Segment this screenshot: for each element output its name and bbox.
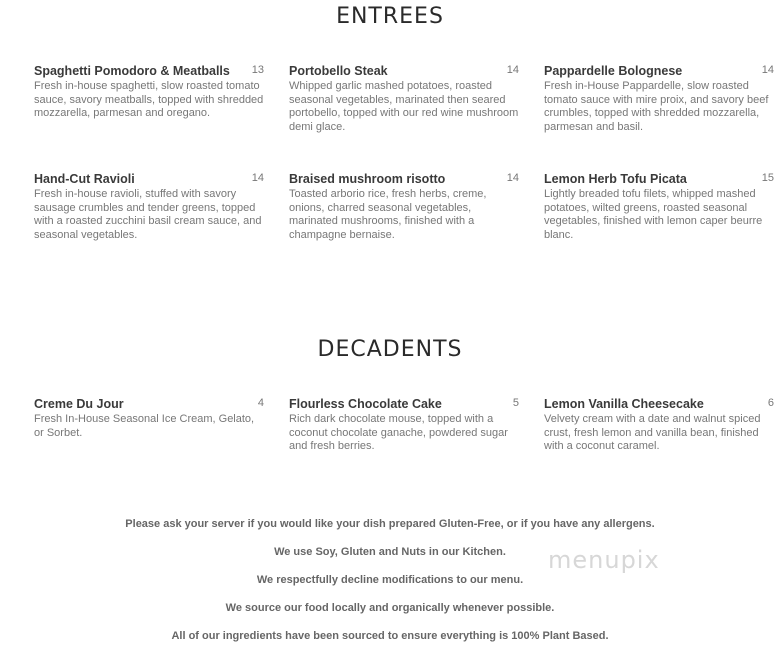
item-price: 5	[512, 397, 519, 409]
item-name: Flourless Chocolate Cake	[289, 397, 442, 411]
note-allergens: We use Soy, Gluten and Nuts in our Kitchen.	[274, 546, 506, 558]
item-name: Pappardelle Bolognese	[544, 64, 683, 78]
item-description: Lightly breaded tofu filets, whipped mashed potatoes, wilted greens, roasted seasonal vegetables, finished with lemon caper beurre blanc.	[544, 188, 763, 242]
decadents-title: DECADENTS	[317, 337, 463, 362]
item-price: 13	[251, 64, 264, 76]
item-description: Fresh in-house spaghetti, slow roasted tomato sauce, savory meatballs, topped with shredded mozzarella, parmesan and oregano.	[34, 80, 264, 120]
menu-item	[34, 397, 264, 440]
menu-item	[289, 64, 519, 135]
item-description: Velvety cream with a date and walnut spiced crust, fresh lemon and vanilla bean, finished with a coconut caramel.	[544, 413, 761, 453]
item-name: Lemon Vanilla Cheesecake	[544, 397, 704, 411]
item-description: Whipped garlic mashed potatoes, roasted seasonal vegetables, marinated then seared portobello, topped with our red wine mushroom demi glace.	[289, 80, 519, 134]
item-name: Spaghetti Pomodoro & Meatballs	[34, 64, 230, 78]
item-description: Rich dark chocolate mouse, topped with a coconut chocolate ganache, powdered sugar and fresh berries.	[289, 413, 508, 453]
item-price: 14	[251, 172, 264, 184]
item-price: 14	[761, 64, 774, 76]
item-description: Fresh in-House Pappardelle, slow roasted tomato sauce with mire proix, and savory beef crumbles, topped with shredded mozzarella, parmesan and basil.	[544, 80, 769, 134]
menu-item	[544, 397, 774, 454]
item-name: Lemon Herb Tofu Picata	[544, 172, 687, 186]
item-price: 14	[506, 172, 519, 184]
item-price: 6	[767, 397, 774, 409]
item-price: 14	[506, 64, 519, 76]
item-name: Portobello Steak	[289, 64, 388, 78]
menu-item	[544, 172, 774, 243]
note-plant-based: All of our ingredients have been sourced to ensure everything is 100% Plant Based.	[171, 630, 609, 642]
menu-item	[289, 397, 519, 454]
item-name: Hand-Cut Ravioli	[34, 172, 135, 186]
menu-notes	[0, 510, 780, 650]
watermark-logo: menupix	[548, 546, 660, 574]
item-price: 4	[257, 397, 264, 409]
item-price: 15	[761, 172, 774, 184]
note-modifications: We respectfully decline modifications to our menu.	[256, 574, 524, 586]
menu-item	[34, 64, 264, 121]
menu-item	[289, 172, 519, 243]
note-sourcing: We source our food locally and organically whenever possible.	[225, 602, 555, 614]
item-description: Fresh In-House Seasonal Ice Cream, Gelato, or Sorbet.	[34, 413, 255, 439]
note-gluten-free: Please ask your server if you would like your dish prepared Gluten-Free, or if you have any allergens.	[125, 518, 655, 530]
item-description: Fresh in-house ravioli, stuffed with savory sausage crumbles and tender greens, topped with a roasted zucchini basil cream sauce, and seasonal vegetables.	[34, 188, 262, 242]
item-name: Braised mushroom risotto	[289, 172, 446, 186]
menu-item	[544, 64, 774, 135]
menu-item	[34, 172, 264, 243]
entrees-title: ENTREES	[336, 4, 444, 29]
item-name: Creme Du Jour	[34, 397, 124, 411]
item-description: Toasted arborio rice, fresh herbs, creme, onions, charred seasonal vegetables, marinated mushrooms, finished with a champagne bernaise.	[289, 188, 487, 242]
